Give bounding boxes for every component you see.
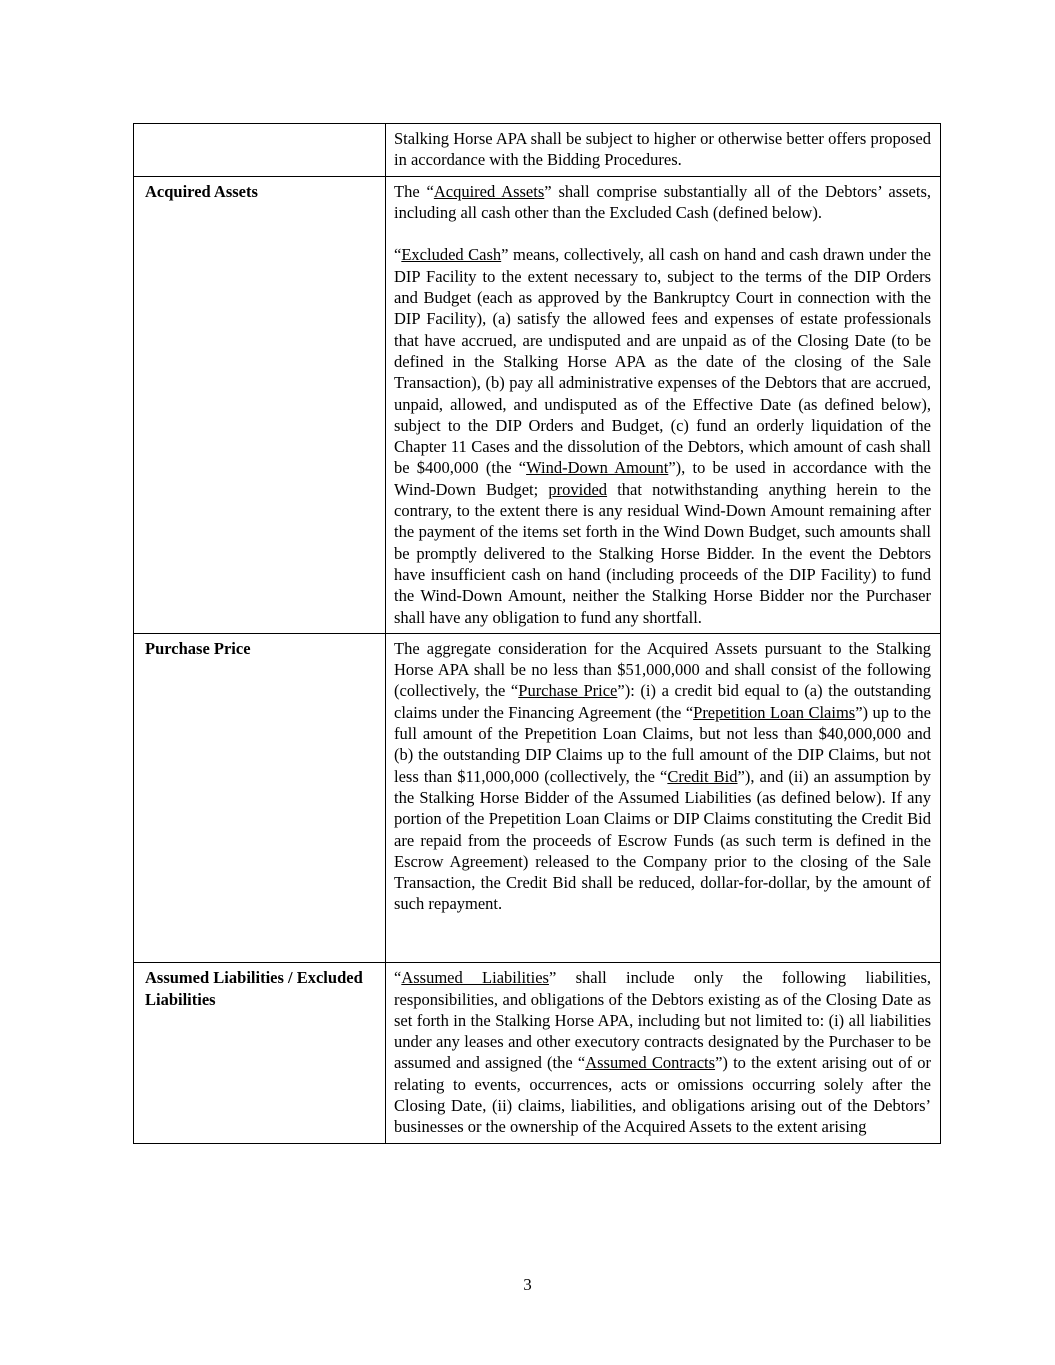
text-run: ”): (i) a credit bid equal to (a) the outstanding claims under the Financing Agreement (the “ bbox=[394, 681, 932, 722]
text-run: ” means, collectively, all cash on hand and cash drawn under the DIP Facility to the extent necessary to, subject to the terms of the DIP Orders and Budget (each as approved by the Bankruptcy Court in connection with the DIP Facility), (a) satisfy the allowed fees and expenses of estate professionals that have accrued, are undisputed and are unpaid as of the Closing Date (to be defined in the Stalking Horse APA as the date of the closing of the Sale Transaction), (b) pay all administrative expenses of the Debtors that are accrued, unpaid, allowed, and undisputed as of the Effective Date (as defined below), subject to the DIP Orders and Budget, (c) fund an orderly liquidation of the Chapter 11 Cases and the dissolution of the Debtors, which amount of cash shall be $400,000 (the “ bbox=[394, 245, 932, 478]
text-run: ”) up to the full amount of the Prepetition Loan Claims, but not less than $40,000,000 and (b) the outstanding DIP Claims up to the full amount of the DIP Claims, but not less than $11,000,000 (collectively, the “ bbox=[394, 702, 932, 786]
term-description bbox=[386, 963, 940, 1142]
term-label bbox=[134, 124, 386, 176]
text-run: “ bbox=[394, 968, 402, 988]
table-row bbox=[134, 124, 940, 177]
text-run: ” shall include only the following liabilities, responsibilities, and obligations of the Debtors existing as of the Closing Date as set forth in the Stalking Horse APA, including but not limited to: (i) all liabilities under any leases and other executory contracts designated by the Purchaser to be assumed and assigned (the “ bbox=[394, 968, 931, 1073]
defined-term: provided bbox=[548, 479, 608, 499]
term-description bbox=[386, 177, 940, 633]
paragraph bbox=[394, 244, 931, 627]
defined-term: Assumed Liabilities bbox=[401, 968, 549, 988]
defined-term: Excluded Cash bbox=[401, 245, 502, 265]
defined-term: Assumed Contracts bbox=[585, 1053, 716, 1073]
term-label: Acquired Assets bbox=[134, 177, 386, 633]
paragraph bbox=[394, 936, 931, 957]
text-run: The “ bbox=[394, 181, 434, 201]
defined-term: Prepetition Loan Claims bbox=[693, 702, 856, 722]
table-row bbox=[134, 963, 940, 1142]
paragraph bbox=[394, 967, 931, 1137]
paragraph bbox=[394, 128, 931, 171]
term-description bbox=[386, 124, 940, 176]
paragraph bbox=[394, 181, 931, 224]
defined-term: Acquired Assets bbox=[433, 181, 545, 201]
text-run: “ bbox=[394, 245, 402, 265]
term-label: Purchase Price bbox=[134, 634, 386, 962]
text-run: The aggregate consideration for the Acquired Assets pursuant to the Stalking Horse APA shall be no less than $51,000,000 and shall consist of the following (collectively, the “ bbox=[394, 638, 931, 701]
paragraph bbox=[394, 638, 931, 915]
text-run: ”), and (ii) an assumption by the Stalking Horse Bidder of the Assumed Liabilities (as defined below). If any portion of the Prepetition Loan Claims or DIP Claims constituting the Credit Bid are repaid from the proceeds of Escrow Funds (as such term is defined in the Escrow Agreement) released to the Company prior to the closing of the Sale Transaction, the Credit Bid shall be reduced, dollar-for-dollar, by the amount of such repayment. bbox=[394, 766, 931, 914]
term-label: Assumed Liabilities / Excluded Liabilities bbox=[134, 963, 386, 1142]
term-description bbox=[386, 634, 940, 962]
table-row bbox=[134, 177, 940, 634]
terms-table bbox=[133, 123, 941, 1144]
text-run: ” shall comprise substantially all of the Debtors’ assets, including all cash other than the Excluded Cash (defined below). bbox=[394, 181, 931, 222]
defined-term: Credit Bid bbox=[667, 766, 738, 786]
defined-term: Wind-Down Amount bbox=[526, 458, 669, 478]
page-number: 3 bbox=[523, 1275, 532, 1294]
defined-term: Purchase Price bbox=[518, 681, 618, 701]
text-run: ”), to be used in accordance with the Wind-Down Budget; bbox=[394, 458, 931, 499]
text-run: ”) to the extent arising out of or relating to events, occurrences, acts or omissions occurring solely after the Closing Date, (ii) claims, liabilities, and obligations arising out of the Debtors’ businesses or the ownership of the Acquired Assets to the extent arising bbox=[394, 1053, 931, 1137]
text-run: Stalking Horse APA shall be subject to higher or otherwise better offers proposed in accordance with the Bidding Procedures. bbox=[394, 129, 931, 170]
table-row bbox=[134, 634, 940, 963]
text-run: that notwithstanding anything herein to the contrary, to the extent there is any residual Wind-Down Amount remaining after the payment of the items set forth in the Wind Down Budget, such amounts shall be promptly delivered to the Stalking Horse Bidder. In the event the Debtors have insufficient cash on hand (including proceeds of the DIP Facility) to fund the Wind-Down Amount, neither the Stalking Horse Bidder nor the Purchaser shall have any obligation to fund any shortfall. bbox=[394, 479, 931, 627]
